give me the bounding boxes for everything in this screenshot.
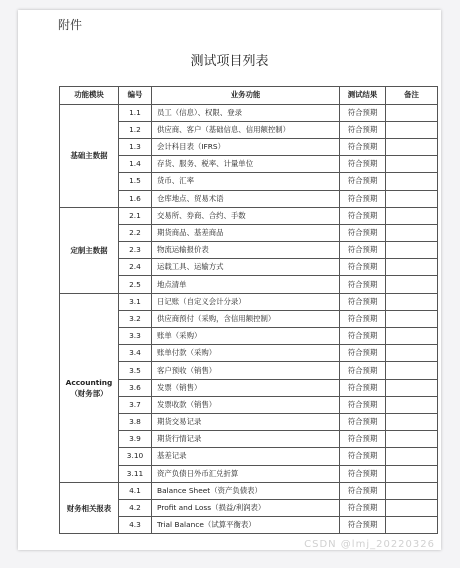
result-cell: 符合预期 (340, 465, 386, 482)
result-cell: 符合预期 (340, 224, 386, 241)
function-cell: 货币、汇率 (152, 173, 340, 190)
header-result: 测试结果 (340, 87, 386, 105)
number-cell: 4.1 (119, 482, 152, 499)
number-cell: 3.11 (119, 465, 152, 482)
result-cell: 符合预期 (340, 242, 386, 259)
header-remark: 备注 (386, 87, 438, 105)
number-cell: 3.5 (119, 362, 152, 379)
function-cell: 账单付款（采购） (152, 345, 340, 362)
function-cell: 物流运输报价表 (152, 242, 340, 259)
function-cell: 仓库地点、贸易术语 (152, 190, 340, 207)
remark-cell (386, 276, 438, 293)
remark-cell (386, 345, 438, 362)
number-cell: 3.1 (119, 293, 152, 310)
number-cell: 2.2 (119, 224, 152, 241)
function-cell: 供应商、客户（基础信息、信用额控制） (152, 121, 340, 138)
table-row (60, 104, 438, 121)
number-cell: 3.8 (119, 413, 152, 430)
remark-cell (386, 293, 438, 310)
function-cell: 存货、服务、税率、计量单位 (152, 156, 340, 173)
function-cell: Profit and Loss（损益/利润表） (152, 499, 340, 516)
result-cell: 符合预期 (340, 362, 386, 379)
number-cell: 4.3 (119, 517, 152, 534)
result-cell: 符合预期 (340, 499, 386, 516)
remark-cell (386, 328, 438, 345)
result-cell: 符合预期 (340, 104, 386, 121)
result-cell: 符合预期 (340, 138, 386, 155)
function-cell: 发票（销售） (152, 379, 340, 396)
remark-cell (386, 465, 438, 482)
remark-cell (386, 259, 438, 276)
remark-cell (386, 517, 438, 534)
number-cell: 3.10 (119, 448, 152, 465)
remark-cell (386, 379, 438, 396)
result-cell: 符合预期 (340, 207, 386, 224)
function-cell: 期货行情记录 (152, 431, 340, 448)
remark-cell (386, 242, 438, 259)
result-cell: 符合预期 (340, 413, 386, 430)
number-cell: 1.6 (119, 190, 152, 207)
result-cell: 符合预期 (340, 517, 386, 534)
header-function: 业务功能 (152, 87, 340, 105)
number-cell: 1.4 (119, 156, 152, 173)
function-cell: 资产负债日外币汇兑折算 (152, 465, 340, 482)
function-cell: 供应商预付（采购，含信用额控制） (152, 310, 340, 327)
result-cell: 符合预期 (340, 345, 386, 362)
module-cell: 定制主数据 (60, 207, 119, 293)
function-cell: Trial Balance（试算平衡表） (152, 517, 340, 534)
result-cell: 符合预期 (340, 293, 386, 310)
result-cell: 符合预期 (340, 259, 386, 276)
function-cell: 运载工具、运输方式 (152, 259, 340, 276)
header-module: 功能模块 (60, 87, 119, 105)
remark-cell (386, 121, 438, 138)
remark-cell (386, 190, 438, 207)
number-cell: 1.2 (119, 121, 152, 138)
remark-cell (386, 310, 438, 327)
remark-cell (386, 207, 438, 224)
function-cell: 期货交易记录 (152, 413, 340, 430)
attachment-label: 附件 (58, 18, 83, 32)
result-cell: 符合预期 (340, 379, 386, 396)
result-cell: 符合预期 (340, 121, 386, 138)
remark-cell (386, 448, 438, 465)
number-cell: 2.4 (119, 259, 152, 276)
remark-cell (386, 396, 438, 413)
remark-cell (386, 482, 438, 499)
function-cell: 会计科目表（IFRS） (152, 138, 340, 155)
number-cell: 1.3 (119, 138, 152, 155)
remark-cell (386, 499, 438, 516)
test-items-table (59, 86, 438, 534)
header-number: 编号 (119, 87, 152, 105)
remark-cell (386, 224, 438, 241)
table-row (60, 293, 438, 310)
function-cell: 期货商品、基差商品 (152, 224, 340, 241)
function-cell: 员工（信息）、权限、登录 (152, 104, 340, 121)
watermark: CSDN @lmj_20220326 (304, 539, 435, 550)
number-cell: 2.1 (119, 207, 152, 224)
number-cell: 3.7 (119, 396, 152, 413)
module-cell: 财务相关报表 (60, 482, 119, 534)
number-cell: 2.5 (119, 276, 152, 293)
result-cell: 符合预期 (340, 328, 386, 345)
number-cell: 3.6 (119, 379, 152, 396)
result-cell: 符合预期 (340, 310, 386, 327)
remark-cell (386, 362, 438, 379)
result-cell: 符合预期 (340, 448, 386, 465)
function-cell: 日记账（自定义会计分录） (152, 293, 340, 310)
result-cell: 符合预期 (340, 396, 386, 413)
remark-cell (386, 431, 438, 448)
number-cell: 3.3 (119, 328, 152, 345)
function-cell: Balance Sheet（资产负债表） (152, 482, 340, 499)
document-title: 测试项目列表 (190, 54, 269, 69)
number-cell: 1.1 (119, 104, 152, 121)
result-cell: 符合预期 (340, 173, 386, 190)
table-header-row (60, 87, 438, 105)
module-cell: 基础主数据 (60, 104, 119, 207)
number-cell: 2.3 (119, 242, 152, 259)
number-cell: 4.2 (119, 499, 152, 516)
table-row (60, 207, 438, 224)
remark-cell (386, 104, 438, 121)
function-cell: 发票收款（销售） (152, 396, 340, 413)
result-cell: 符合预期 (340, 156, 386, 173)
remark-cell (386, 138, 438, 155)
function-cell: 交易所、券商、合约、手数 (152, 207, 340, 224)
result-cell: 符合预期 (340, 190, 386, 207)
function-cell: 账单（采购） (152, 328, 340, 345)
function-cell: 基差记录 (152, 448, 340, 465)
remark-cell (386, 173, 438, 190)
document-page (18, 10, 441, 550)
table-row (60, 482, 438, 499)
remark-cell (386, 413, 438, 430)
table-body (60, 104, 438, 534)
result-cell: 符合预期 (340, 482, 386, 499)
number-cell: 1.5 (119, 173, 152, 190)
remark-cell (386, 156, 438, 173)
result-cell: 符合预期 (340, 276, 386, 293)
function-cell: 地点清单 (152, 276, 340, 293)
module-cell: Accounting（财务部） (60, 293, 119, 482)
function-cell: 客户预收（销售） (152, 362, 340, 379)
number-cell: 3.9 (119, 431, 152, 448)
result-cell: 符合预期 (340, 431, 386, 448)
number-cell: 3.4 (119, 345, 152, 362)
number-cell: 3.2 (119, 310, 152, 327)
